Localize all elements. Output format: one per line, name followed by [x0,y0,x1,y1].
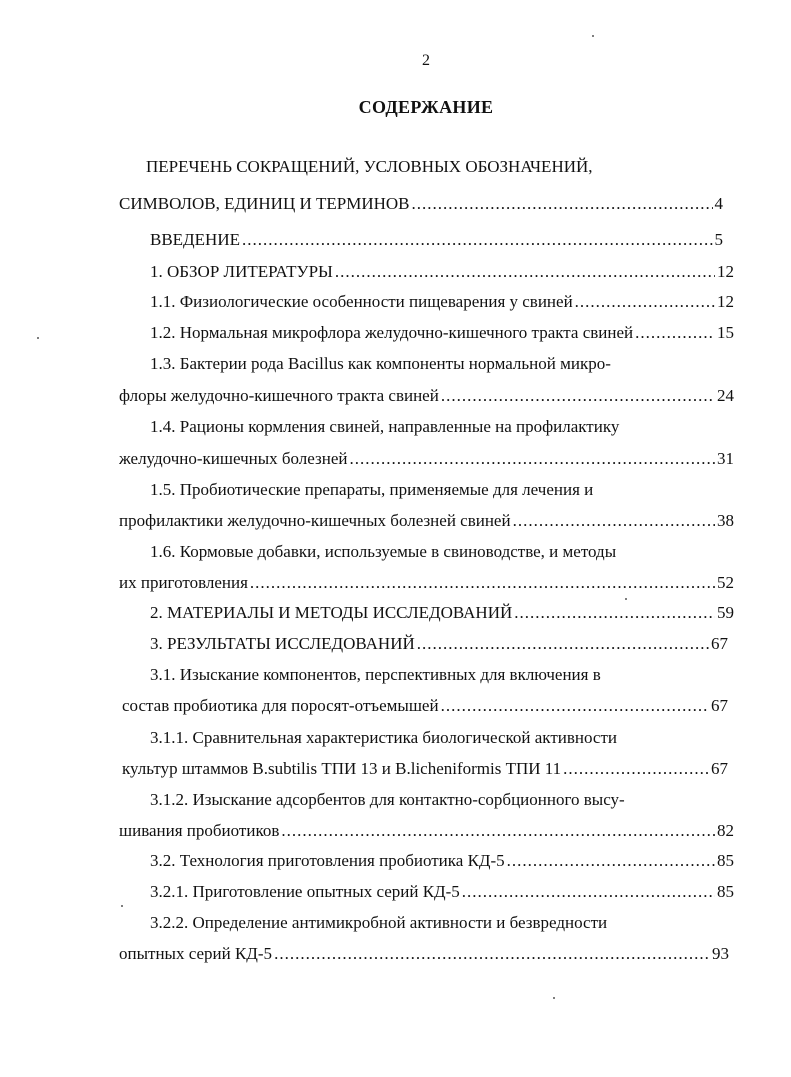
toc-entry[interactable] [150,634,728,656]
toc-entry[interactable] [119,573,734,595]
toc-entry[interactable] [150,882,734,904]
toc-text: 1.3. Бактерии рода Bacillus как компоненты нормальной микро- [150,354,611,373]
toc-entry[interactable] [150,262,734,284]
toc-entry[interactable] [150,851,734,873]
toc-page: 59 [717,603,734,622]
toc-entry[interactable] [150,230,723,252]
toc-text: 1.6. Кормовые добавки, используемые в свиноводстве, и методы [150,542,617,561]
dot-leader [350,449,715,469]
page-number: 2 [422,52,430,69]
toc-text: 1.2. Нормальная микрофлора желудочно-кишечного тракта свиней [150,323,634,342]
toc-text: опытных серий КД-5 [119,944,273,963]
dot-leader [281,821,715,841]
toc-line [150,354,611,374]
toc-entry[interactable] [119,511,734,533]
toc-text: флоры желудочно-кишечного тракта свиней [119,386,439,405]
scan-speck [625,598,627,600]
toc-text: 2. МАТЕРИАЛЫ И МЕТОДЫ ИССЛЕДОВАНИЙ [150,603,513,622]
toc-entry[interactable] [119,194,723,216]
dot-leader [507,851,715,871]
toc-page: 24 [717,386,734,405]
dot-leader [250,573,715,593]
toc-text: профилактики желудочно-кишечных болезней свиней [119,511,511,530]
toc-line [150,417,619,437]
toc-text: 3.1. Изыскание компонентов, перспективных для включения в [150,665,601,684]
toc-page: 4 [714,194,723,213]
toc-text: 3.1.2. Изыскание адсорбентов для контактно-сорбционного высу- [150,790,625,809]
toc-page: 67 [711,634,728,653]
toc-text: 1.5. Пробиотические препараты, применяемые для лечения и [150,480,594,499]
toc-entry[interactable] [150,603,734,625]
toc-text: 3.2.2. Определение антимикробной активности и безвредности [150,913,608,932]
dot-leader [274,944,710,964]
toc-page: 5 [714,230,723,249]
dot-leader [441,386,715,406]
toc-entry[interactable] [119,944,729,966]
dot-leader [462,882,715,902]
toc-page: 67 [711,696,728,715]
toc-line [150,665,601,685]
toc-line [150,542,616,562]
toc-text: состав пробиотика для поросят-отъемышей [122,696,439,715]
scan-speck [37,337,39,339]
toc-text: 1.1. Физиологические особенности пищеварения у свиней [150,292,573,311]
scan-speck [592,35,594,37]
toc-entry[interactable] [150,292,734,314]
toc-page: 15 [717,323,734,342]
toc-text: их приготовления [119,573,248,592]
toc-page: 85 [717,851,734,870]
toc-entry[interactable] [119,386,734,408]
toc-line [150,790,625,810]
toc-page: 93 [712,944,729,963]
toc-page: 85 [717,882,734,901]
dot-leader [513,511,715,531]
scan-speck [121,905,123,907]
toc-line [150,728,617,748]
toc-text: шивания пробиотиков [119,821,280,840]
dot-leader [441,696,709,716]
toc-text: 1.4. Рационы кормления свиней, направленные на профилактику [150,417,620,436]
toc-text: 3.2.1. Приготовление опытных серий КД-5 [150,882,460,901]
toc-page: 82 [717,821,734,840]
dot-leader [563,759,709,779]
toc-entry[interactable] [150,323,734,345]
toc-line [146,157,593,177]
toc-entry[interactable] [122,696,728,718]
dot-leader [412,194,713,214]
toc-text: 3.1.1. Сравнительная характеристика биологической активности [150,728,617,747]
toc-text: ПЕРЕЧЕНЬ СОКРАЩЕНИЙ, УСЛОВНЫХ ОБОЗНАЧЕНИЙ, [146,157,593,176]
scan-speck [553,997,555,999]
page-title: СОДЕРЖАНИЕ [358,97,494,117]
toc-entry[interactable] [119,449,734,471]
dot-leader [575,292,715,312]
toc-entry[interactable] [119,821,734,843]
dot-leader [335,262,715,282]
dot-leader [635,323,715,343]
toc-page: 38 [717,511,734,530]
dot-leader [514,603,715,623]
toc-page: 52 [717,573,734,592]
toc-line [150,913,607,933]
dot-leader [417,634,709,654]
toc-page: 12 [717,292,734,311]
dot-leader [242,230,713,250]
toc-line [150,480,593,500]
toc-text: культур штаммов B.subtilis ТПИ 13 и B.licheniformis ТПИ 11 [122,759,562,778]
toc-text: желудочно-кишечных болезней [119,449,348,468]
toc-text: ВВЕДЕНИЕ [150,230,240,249]
toc-text: 1. ОБЗОР ЛИТЕРАТУРЫ [150,262,333,281]
toc-entry[interactable] [122,759,728,781]
toc-page: 31 [717,449,734,468]
toc-text: 3.2. Технология приготовления пробиотика КД-5 [150,851,505,870]
toc-page: 67 [711,759,728,778]
toc-page: 12 [717,262,734,281]
toc-text: 3. РЕЗУЛЬТАТЫ ИССЛЕДОВАНИЙ [150,634,415,653]
toc-text: СИМВОЛОВ, ЕДИНИЦ И ТЕРМИНОВ [119,194,410,213]
